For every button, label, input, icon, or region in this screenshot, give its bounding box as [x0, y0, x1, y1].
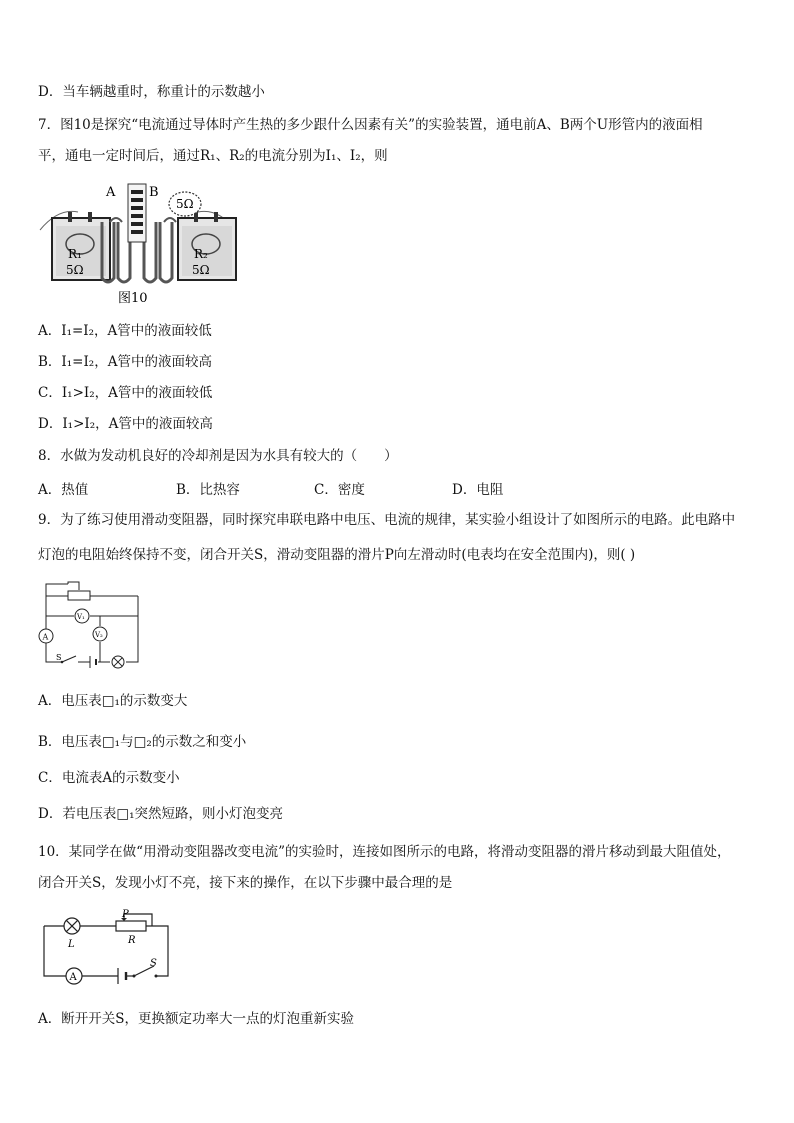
q7-figure-joule-heating-apparatus: [38, 178, 238, 308]
q8-options: [38, 478, 558, 496]
q10-label-s: S: [150, 958, 157, 969]
q7-stem-line1: 7．图10是探究“电流通过导体时产生热的多少跟什么因素有关”的实验装置，通电前A、B两个U形管内的液面相: [38, 117, 703, 133]
q9-ammeter-label: A: [42, 632, 49, 642]
q9-option-a: A．电压表□₁的示数变大: [38, 693, 188, 709]
q10-stem-line1: 10．某同学在做“用滑动变阻器改变电流”的实验时，连接如图所示的电路，将滑动变阻器的滑片移动到最大阻值处，: [38, 844, 731, 860]
q7-label-a: A: [106, 185, 116, 200]
q7-stem-line2: 平，通电一定时间后，通过R₁、R₂的电流分别为I₁、I₂，则: [38, 148, 388, 164]
q10-label-r: R: [128, 935, 136, 946]
q9-stem-line1: 9．为了练习使用滑动变阻器，同时探究串联电路中电压、电流的规律，某实验小组设计了如图所示的电路。此电路中: [38, 512, 736, 528]
q9-v2-label: V₂: [95, 631, 103, 639]
q9-option-c: C．电流表A的示数变小: [38, 770, 180, 786]
q9-option-b: B．电压表□₁与□₂的示数之和变小: [38, 734, 247, 750]
q7-figure-caption: 图10: [118, 291, 148, 306]
q10-label-l: L: [68, 939, 75, 950]
q8-option-a: A．热值: [38, 482, 89, 498]
q7-label-r2: R₂: [194, 247, 208, 261]
q7-label-r1: R₁: [68, 247, 82, 261]
q10-ammeter-label: A: [69, 972, 77, 983]
q8-option-c: C．密度: [314, 482, 365, 498]
q10-stem-line2: 闭合开关S，发现小灯不亮，接下来的操作，在以下步骤中最合理的是: [38, 875, 453, 891]
q9-figure-circuit: [38, 580, 148, 670]
q8-option-d: D．电阻: [452, 482, 504, 498]
q7-label-r1-value: 5Ω: [66, 263, 84, 277]
q7-option-b: B．I₁=I₂，A管中的液面较高: [38, 354, 212, 370]
q9-switch-label: S: [56, 653, 62, 662]
q9-stem-line2: 灯泡的电阻始终保持不变，闭合开关S，滑动变阻器的滑片P向左滑动时(电表均在安全范围内)，则( ): [38, 547, 636, 563]
q7-option-a: A．I₁=I₂，A管中的液面较低: [38, 323, 212, 339]
q7-option-c: C．I₁>I₂，A管中的液面较低: [38, 385, 213, 401]
q7-option-d: D．I₁>I₂，A管中的液面较高: [38, 416, 213, 432]
q10-option-a: A．断开开关S，更换额定功率大一点的灯泡重新实验: [38, 1011, 354, 1027]
q10-label-p: P: [122, 909, 129, 920]
q6-option-d: D．当车辆越重时，称重计的示数越小: [38, 84, 265, 100]
q9-v1-label: V₁: [77, 613, 85, 621]
q10-figure-circuit: [38, 906, 178, 990]
q7-label-b: B: [149, 185, 159, 200]
q7-label-r2-value: 5Ω: [192, 263, 210, 277]
q7-label-r3: 5Ω: [176, 197, 194, 211]
q8-option-b: B．比热容: [176, 482, 240, 498]
q9-option-d: D．若电压表□₁突然短路，则小灯泡变亮: [38, 806, 283, 822]
q8-stem: 8．水做为发动机良好的冷却剂是因为水具有较大的（ ）: [38, 448, 398, 464]
